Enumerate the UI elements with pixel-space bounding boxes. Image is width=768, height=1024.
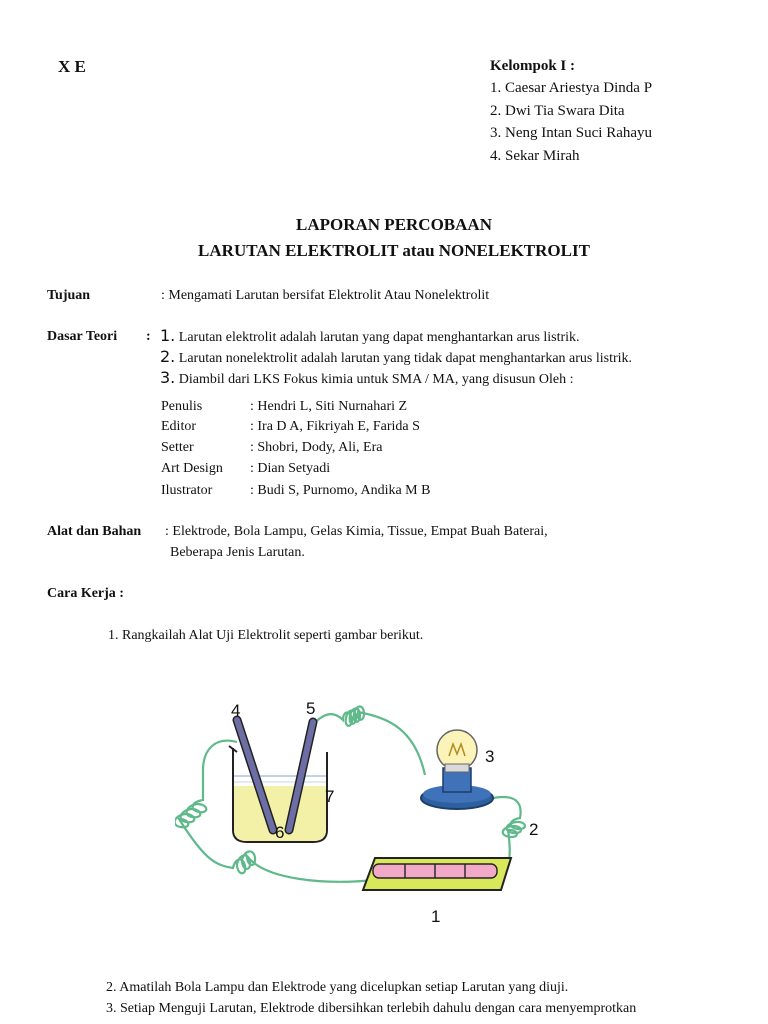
procedure-step: 2. Amatilah Bola Lampu dan Elektrode yang dicelupkan setiap Larutan yang diuji. [106,980,569,995]
group-block [490,58,682,170]
theory-item [160,368,574,388]
figure-label: 1 [431,907,441,926]
theory-item [160,326,580,346]
figure-label: 4 [231,701,241,720]
battery-pack [363,858,511,890]
credit-value: : Hendri L, Siti Nurnahari Z [250,399,408,414]
class-label: X E [58,57,86,76]
group-member: 2. Dwi Tia Swara Dita [490,103,625,119]
theory-item-text: Larutan elektrolit adalah larutan yang dapat menghantarkan arus listrik. [178,330,580,345]
theory-item-number: 2. [160,347,176,366]
credit-role: Penulis [161,399,203,414]
alat-bahan-text: : Elektrode, Bola Lampu, Gelas Kimia, Tissue, Empat Buah Baterai, [165,524,548,539]
tujuan-text: : Mengamati Larutan bersifat Elektrolit Atau Nonelektrolit [161,288,490,303]
theory-list [160,326,682,392]
figure-label: 7 [325,787,335,806]
group-member: 1. Caesar Ariestya Dinda P [490,80,653,96]
credit-value: : Budi S, Purnomo, Andika M B [250,483,431,498]
theory-item-text: Larutan nonelektrolit adalah larutan yang tidak dapat menghantarkan arus listrik. [178,351,633,366]
alat-bahan-label: Alat dan Bahan [47,524,142,539]
tujuan-label: Tujuan [47,288,91,303]
credit-value: : Shobri, Dody, Ali, Era [250,440,383,455]
figure-label: 3 [485,747,495,766]
credit-role: Ilustrator [161,483,213,498]
credit-value: : Dian Setyadi [250,461,331,476]
credit-role: Setter [161,440,194,455]
figure-label: 5 [306,699,316,718]
group-member: 3. Neng Intan Suci Rahayu [490,125,653,141]
cara-kerja-label: Cara Kerja : [47,586,124,601]
lamp [421,730,493,809]
report-title: LAPORAN PERCOBAAN [296,215,492,234]
credit-role: Editor [161,419,196,434]
dasar-teori-colon: : [146,329,151,344]
credit-role: Art Design [161,461,223,476]
alat-bahan-text: Beberapa Jenis Larutan. [170,545,305,560]
electrolyte-circuit-figure [175,690,555,930]
procedure-step: 3. Setiap Menguji Larutan, Elektrode dibersihkan terlebih dahulu dengan cara menyemprotkan [106,1001,637,1016]
report-subtitle: LARUTAN ELEKTROLIT atau NONELEKTROLIT [198,241,590,260]
credit-value: : Ira D A, Fikriyah E, Farida S [250,419,420,434]
theory-item-number: 3. [160,368,176,387]
theory-item [160,347,632,367]
group-title: Kelompok I : [490,58,576,74]
procedure-steps-bottom [106,980,682,1024]
theory-item-number: 1. [160,326,176,345]
figure-label: 2 [529,820,539,839]
theory-item-text: Diambil dari LKS Fokus kimia untuk SMA / MA, yang disusun Oleh : [178,372,574,387]
figure-label: 6 [275,823,285,842]
group-member: 4. Sekar Mirah [490,148,580,164]
dasar-teori-label: Dasar Teori [47,329,118,344]
procedure-step: 1. Rangkailah Alat Uji Elektrolit seperti gambar berikut. [108,628,424,643]
